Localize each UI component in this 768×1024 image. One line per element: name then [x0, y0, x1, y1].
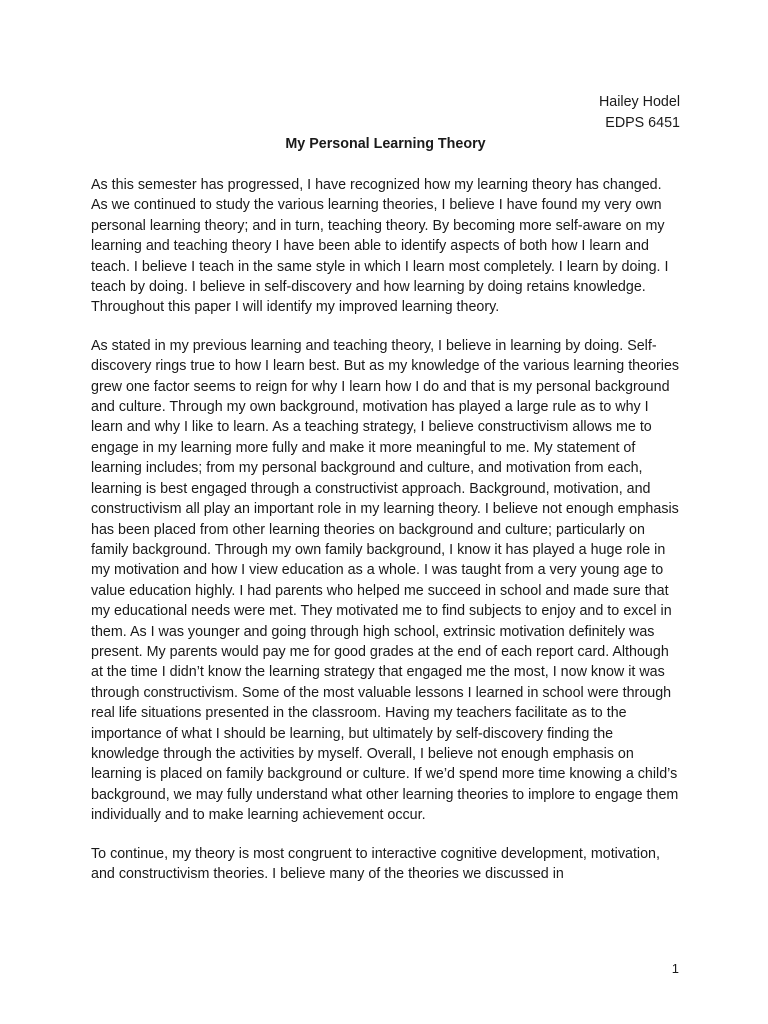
document-page — [91, 92, 680, 884]
page-number: 1 — [671, 961, 679, 976]
course-code: EDPS 6451 — [605, 115, 680, 131]
paragraph-3: To continue, my theory is most congruent to interactive cognitive development, motivation, and constructivism theories. I believe many of the theories we discussed in — [91, 845, 660, 882]
paragraph-2: As stated in my previous learning and teaching theory, I believe in learning by doing. Self-discovery rings true to how I learn best. But as my knowledge of the various learning theories grew one factor seems to reign for why I learn how I do and that is my personal background and culture. Through my own background, motivation has played a large rule as to why I learn and why I like to learn. As a teaching strategy, I believe constructivism allows me to engage in my learning more fully and make it more meaningful to me. My statement of learning includes; from my personal background and culture, and motivation from each, learning is best engaged through a constructivist approach. Background, motivation, and constructivism all play an important role in my learning theory. I believe not enough emphasis has been placed from other learning theories on background and culture; particularly on family background. Through my own family background, I know it has played a huge role in my motivation and how I view education as a whole. I was taught from a very young age to value education highly. I had parents who helped me succeed in school and made sure that my educational needs were met. They motivated me to find subjects to enjoy and to excel in them. As I was younger and going through high school, extrinsic motivation definitely was present. My parents would pay me for good grades at the end of each report card. Although at the time I didn’t know the learning strategy that engaged me the most, I now know it was through constructivism. Some of the most valuable lessons I learned in school were through real life situations presented in the classroom. Having my teachers facilitate as to the importance of what I should be learning, but ultimately by self-discovery finding the knowledge through the activities by myself. Overall, I believe not enough emphasis on learning is placed on family background or culture. If we’d spend more time knowing a child’s background, we may fully understand what other learning theories to implore to engage them individually and to make learning achievement occur. — [91, 337, 680, 824]
document-title: My Personal Learning Theory — [285, 136, 486, 152]
author-header — [91, 92, 680, 134]
paragraph-1: As this semester has progressed, I have recognized how my learning theory has changed. As we continued to study the various learning theories, I believe I have found my very own personal learning theory; and in turn, teaching theory. By becoming more self-aware on my learning and teaching theory I have been able to identify aspects of both how I learn and teach. I believe I teach in the same style in which I learn most completely. I learn by doing. I teach by doing. I believe in self-discovery and how learning by doing retains knowledge. Throughout this paper I will identify my improved learning theory. — [91, 177, 669, 316]
author-name: Hailey Hodel — [598, 94, 680, 110]
